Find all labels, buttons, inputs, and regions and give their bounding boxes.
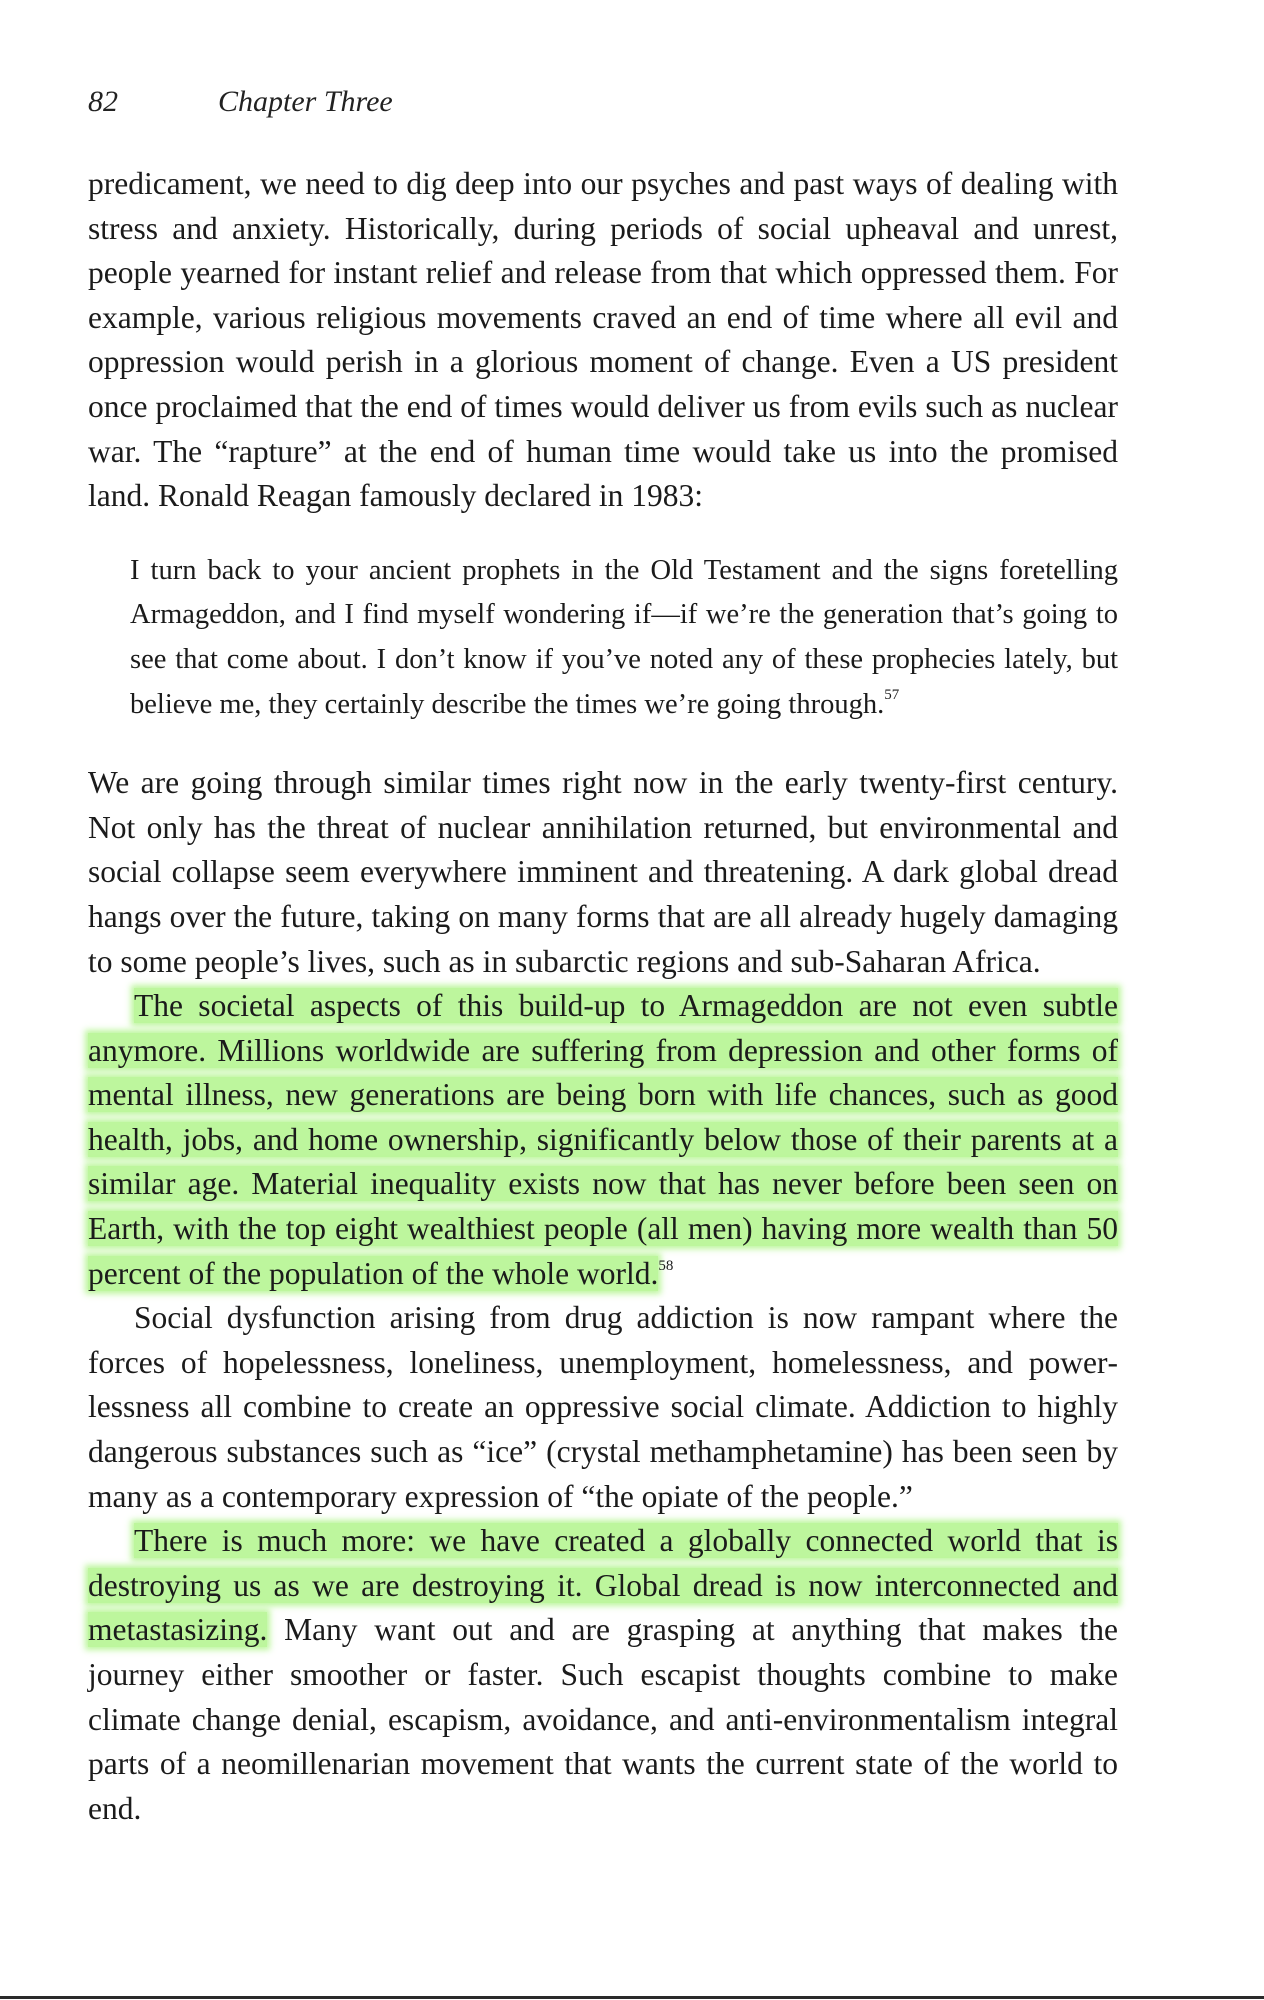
block-quote-reagan: [130, 549, 1118, 727]
running-head: [88, 80, 1118, 124]
paragraph-text: Many want out and are grasping at anything that makes the journey either smoother or faster. Such escapist thoughts combine to make climate change denial, escapism, avoidance, and anti-environmentalism integral parts of a neomillenarian movement that wants the current state of the world to end.: [88, 1612, 1118, 1826]
page-number: 82: [88, 85, 118, 118]
paragraph-much-more: [88, 1519, 1118, 1831]
paragraph-predicament: predicament, we need to dig deep into our psyches and past ways of dealing with stress and anxiety. Historically, during periods of social upheaval and unrest, people yearned for instant relief and release from that which oppressed them. For example, various religious movements craved an end of time where all evil and oppression would perish in a glorious moment of change. Even a US president once proclaimed that the end of times would deliver us from evils such as nuclear war. The “rapture” at the end of human time would take us into the promised land. Ronald Reagan famously declared in 1983:: [88, 166, 1118, 514]
book-page: [88, 80, 1118, 1831]
highlighted-text: The societal aspects of this build-up to Armageddon are not even subtle anymore. Millions worldwide are suffering from depression and other forms of mental illness, new generations are being born with life chances, such as good health, jobs, and home ownership, significantly below those of their parents at a similar age. Material inequality exists now that has never before been seen on Earth, with the top eight wealthiest people (all men) having more wealth than 50 percent of the population of the whole world.: [88, 988, 1118, 1291]
paragraph-social-dysfunction: Social dysfunction arising from drug addiction is now rampant where the forces of hopelessness, loneliness, unemployment, homelessness, and powerlessness all combine to create an oppressive social climate. Addiction to highly dangerous substances such as “ice” (crystal methamphetamine) has been seen by many as a contemporary expression of “the opiate of the people.”: [88, 1300, 1118, 1514]
paragraph-societal-aspects: [88, 984, 1118, 1296]
quote-text: I turn back to your ancient prophets in the Old Testament and the signs foretelling Armageddon, and I find myself wondering if—if we’re the generation that’s going to see that come about. I don’t know if you’ve noted any of these prophecies lately, but believe me, they certainly describe the times we’re going through.: [130, 554, 1118, 720]
footnote-ref-58: 58: [658, 1257, 674, 1274]
highlighted-passage: There is much more: we have created a globally connected world that is destroying us as we are destroying it. Global dread is now interconnected and metastasizing.: [88, 1523, 1118, 1648]
chapter-title: Chapter Three: [218, 85, 393, 118]
footnote-ref-57: 57: [884, 686, 900, 703]
highlighted-passage: [88, 988, 1118, 1291]
paragraph-similar-times: We are going through similar times right now in the early twenty-first century. Not only has the threat of nuclear annihilation returned, but environmental and social collapse seem everywhere imminent and threatening. A dark global dread hangs over the future, taking on many forms that are all already hugely damaging to some people’s lives, such as in subarctic regions and sub-Saharan Africa.: [88, 765, 1118, 979]
page-bottom-edge: [0, 1996, 1264, 1999]
